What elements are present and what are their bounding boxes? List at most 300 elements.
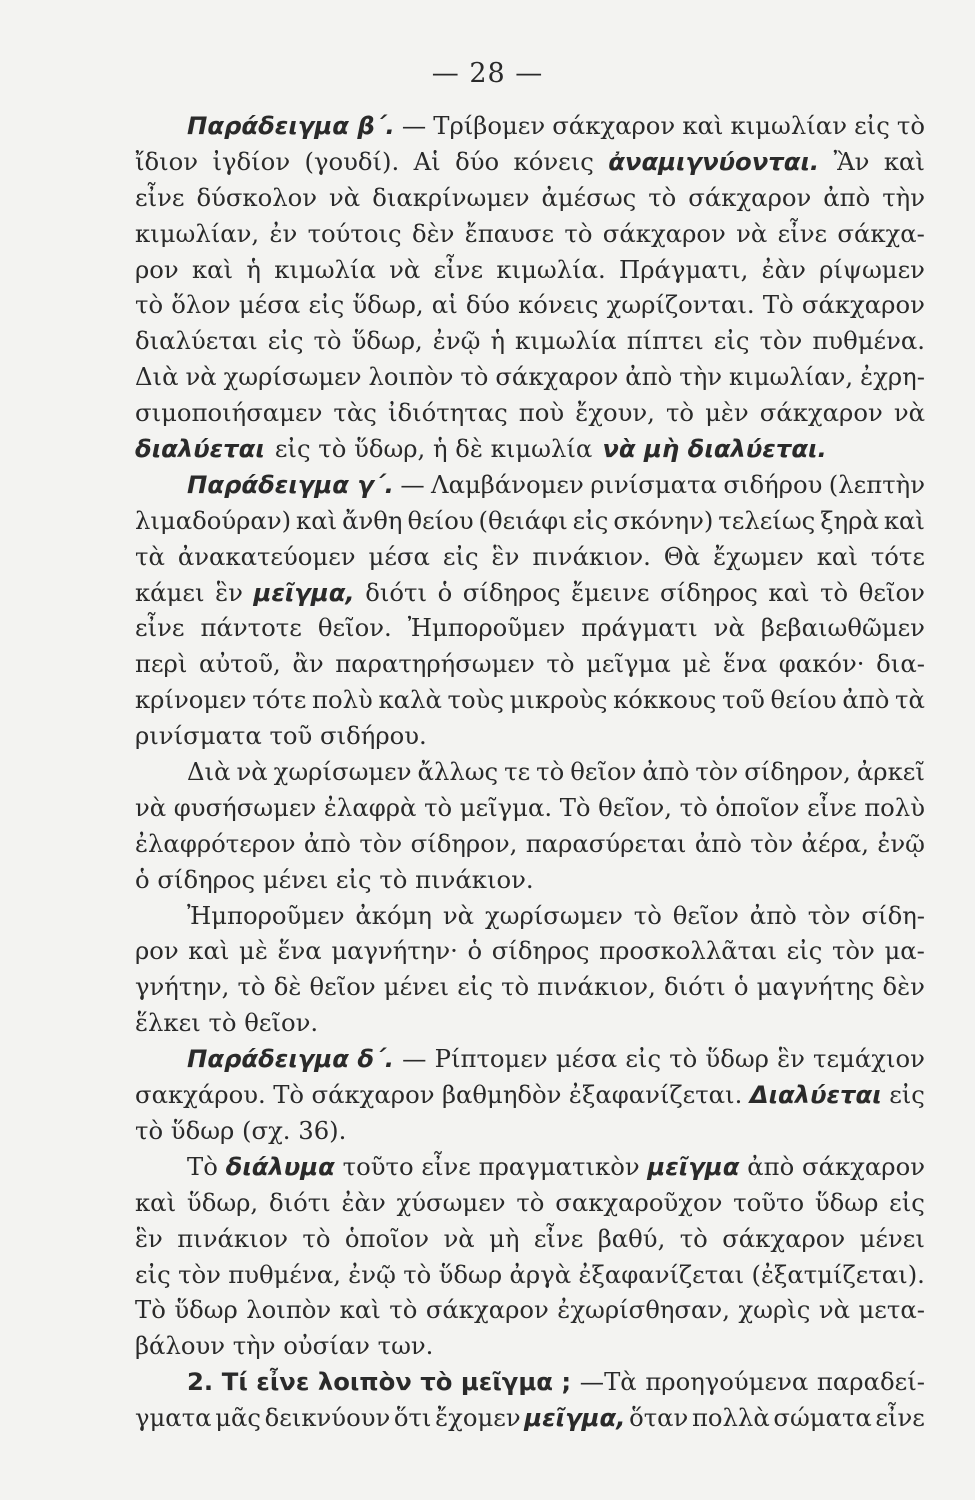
word: εἰς bbox=[135, 1259, 171, 1289]
word: τὸ bbox=[389, 1295, 418, 1325]
word: — bbox=[400, 469, 425, 499]
word: ἐνῷ bbox=[877, 828, 925, 858]
word: ὕδωρ bbox=[174, 1295, 238, 1325]
word: εἰς bbox=[625, 1044, 662, 1074]
word: εἶνε bbox=[433, 254, 484, 284]
word: ὁποῖον bbox=[715, 792, 800, 822]
word: τὸ bbox=[135, 290, 164, 320]
word: νὰ bbox=[713, 613, 745, 643]
word: μένει bbox=[383, 972, 450, 1002]
emphasis-text: Παράδειγμα γ΄. bbox=[187, 469, 394, 499]
word: ἐλαφρότερον bbox=[135, 828, 296, 858]
word: ἐὰν bbox=[761, 254, 806, 284]
word: τότε bbox=[870, 541, 925, 571]
word: τὴν bbox=[679, 362, 723, 392]
text-line bbox=[135, 1257, 925, 1293]
word: —Τὰ bbox=[579, 1367, 637, 1397]
word: Λαμβάνομεν bbox=[431, 469, 584, 499]
word: σάκχαρον bbox=[602, 218, 726, 248]
emphasis-text: 2. bbox=[187, 1367, 214, 1397]
word: κόνεις bbox=[518, 290, 599, 320]
word: τε bbox=[504, 757, 531, 787]
word: πολλὰ bbox=[691, 1403, 770, 1433]
word: αὐτοῦ, bbox=[199, 649, 281, 679]
word: ἀκόμη bbox=[355, 900, 432, 930]
word: τὸν bbox=[759, 326, 803, 356]
word: Διὰ bbox=[187, 757, 231, 787]
word: εἰς bbox=[572, 505, 609, 535]
emphasis-text: ἀναμιγνύονται. bbox=[608, 146, 820, 176]
word: ἀέρα, bbox=[801, 828, 869, 858]
text-line bbox=[135, 1185, 925, 1221]
text-line bbox=[135, 1077, 925, 1113]
word: καὶ bbox=[135, 1187, 177, 1217]
word: δὲ bbox=[273, 972, 302, 1002]
word: δια- bbox=[876, 649, 925, 679]
word: τὸν bbox=[178, 1259, 221, 1289]
word: ἰδιότητας bbox=[387, 398, 508, 428]
word: μένει bbox=[859, 1223, 925, 1253]
word: τὸ bbox=[313, 326, 342, 356]
text-line bbox=[135, 1113, 925, 1149]
word: τὰ bbox=[135, 541, 165, 571]
text-line bbox=[135, 1149, 925, 1185]
text-line bbox=[135, 898, 925, 934]
word: εἰς bbox=[889, 1080, 925, 1110]
word: ὁποῖον bbox=[344, 1223, 430, 1253]
text-line bbox=[135, 323, 925, 359]
word: θεῖον. bbox=[317, 613, 392, 643]
text-line bbox=[135, 144, 925, 180]
emphasis-text: διαλύεται bbox=[135, 434, 265, 464]
word: δεικνύουν bbox=[264, 1403, 391, 1433]
word: μετα- bbox=[858, 1295, 925, 1325]
word: ὁ bbox=[467, 936, 483, 966]
word: ὅλον bbox=[171, 290, 231, 320]
word: κιμωλία. bbox=[496, 254, 606, 284]
word: ἄλλως bbox=[417, 757, 499, 787]
word: φακόν· bbox=[778, 649, 865, 679]
word: ἕνα bbox=[722, 649, 768, 679]
word: μαγνήτης bbox=[756, 972, 875, 1002]
word: μικροὺς bbox=[509, 685, 608, 715]
text-line bbox=[135, 1400, 925, 1436]
word: σώματα bbox=[773, 1403, 872, 1433]
word: ἀμέσως bbox=[541, 182, 637, 212]
word: τὰς bbox=[333, 398, 377, 428]
word: πραγματικὸν bbox=[478, 1151, 640, 1181]
word: ἴδιον bbox=[135, 146, 199, 176]
word: πολὺ bbox=[864, 792, 925, 822]
emphasis-text: μεῖγμα, bbox=[524, 1403, 626, 1433]
word: ἓν bbox=[777, 1044, 805, 1074]
word: ἓν bbox=[491, 541, 520, 571]
word: ἐνῷ bbox=[432, 326, 481, 356]
word: τὸν bbox=[695, 757, 739, 787]
text-line bbox=[135, 1005, 925, 1041]
text-line bbox=[135, 1328, 925, 1364]
word: ὕδωρ, bbox=[186, 1187, 259, 1217]
word: ὕδωρ bbox=[705, 1044, 769, 1074]
word: Τὸ bbox=[135, 1295, 166, 1325]
word: τὸ bbox=[460, 362, 489, 392]
word: εἰς bbox=[713, 326, 750, 356]
word: Τὸ bbox=[273, 1080, 305, 1110]
word: ρινίσματα bbox=[590, 469, 717, 499]
word: σίδηρον, bbox=[744, 757, 851, 787]
word: θεῖον bbox=[570, 757, 637, 787]
word: τὸ bbox=[665, 398, 695, 428]
word: Τὸ bbox=[187, 1151, 218, 1181]
word: ἐὰν bbox=[341, 1187, 386, 1217]
text-line bbox=[135, 1041, 925, 1077]
word: ἡ bbox=[246, 254, 261, 284]
word: προσκολλᾶται bbox=[599, 936, 778, 966]
word: εἶνε bbox=[875, 1403, 925, 1433]
word: πυθμένα. bbox=[812, 326, 925, 356]
word: διακρίνωμεν bbox=[372, 182, 530, 212]
word: Διὰ bbox=[135, 362, 179, 392]
word: πίπτει bbox=[626, 326, 704, 356]
word: Πράγματι, bbox=[619, 254, 749, 284]
word: νὰ bbox=[135, 792, 167, 822]
word: θείου bbox=[770, 685, 837, 715]
word: ἓν bbox=[215, 577, 243, 607]
word: τὸ bbox=[516, 1187, 545, 1217]
emphasis-text: διάλυμα bbox=[225, 1151, 335, 1181]
word: δύσκολον bbox=[196, 182, 318, 212]
word: τὸ bbox=[679, 792, 708, 822]
word: ὕδωρ, bbox=[352, 290, 424, 320]
word: εἰς bbox=[267, 326, 304, 356]
text-line bbox=[135, 216, 925, 252]
word: διότι bbox=[365, 577, 427, 607]
word: ἀπὸ bbox=[747, 1151, 795, 1181]
word: μεῖγμα bbox=[586, 649, 671, 679]
word: πινάκιον. bbox=[532, 541, 651, 571]
word: μέσα bbox=[368, 541, 430, 571]
word: ἐχωρίσθησαν, bbox=[557, 1295, 730, 1325]
word: διότι bbox=[663, 972, 726, 1002]
word: σάκχαρον bbox=[552, 111, 676, 140]
word: γματα bbox=[135, 1403, 212, 1433]
text-line bbox=[135, 969, 925, 1005]
word: ἓν bbox=[135, 1223, 163, 1253]
word: μὲ bbox=[239, 936, 268, 966]
word: κιμωλίαν bbox=[730, 111, 847, 140]
word: τοὺς bbox=[447, 685, 504, 715]
text-line bbox=[135, 503, 925, 539]
word: χωρίσωμεν bbox=[484, 900, 623, 930]
word: ἔχομεν bbox=[435, 1403, 521, 1433]
word: (ἐξατμίζεται). bbox=[751, 1259, 925, 1289]
word: (θειάφι bbox=[478, 505, 568, 535]
word: μᾶς bbox=[215, 1403, 261, 1433]
word: εἰς bbox=[442, 541, 479, 571]
word: Τὸ bbox=[762, 290, 794, 320]
word: παρατηρήσωμεν bbox=[335, 649, 535, 679]
word: σακχάρου. bbox=[135, 1080, 266, 1110]
word: λιμαδούραν) bbox=[135, 505, 292, 535]
word: κιμωλία bbox=[274, 254, 376, 284]
word: ὅτι bbox=[393, 1403, 432, 1433]
word: θεῖον, bbox=[598, 792, 673, 822]
word: ἀπὸ bbox=[842, 685, 890, 715]
word: τεμάχιον bbox=[813, 1044, 925, 1074]
text-line bbox=[135, 395, 925, 431]
word: παρασύρεται bbox=[525, 828, 687, 858]
word: χύσωμεν bbox=[396, 1187, 506, 1217]
text-segment: βάλουν τὴν οὐσίαν των. bbox=[135, 1331, 434, 1361]
word: κόνεις bbox=[513, 146, 594, 176]
text-segment: ρινίσματα τοῦ σιδήρου. bbox=[135, 721, 427, 751]
word: δὲν bbox=[882, 972, 925, 1002]
word: Αἱ bbox=[413, 146, 441, 176]
word: εἰς bbox=[889, 1187, 925, 1217]
word: καὶ bbox=[191, 254, 234, 284]
word: ὕδωρ bbox=[438, 1259, 503, 1289]
word: χωρὶς bbox=[738, 1295, 811, 1325]
word: τὸ bbox=[237, 972, 266, 1002]
word: ἀπὸ bbox=[694, 828, 742, 858]
word: κιμωλίαν, bbox=[135, 218, 260, 248]
word: ἔχωμεν bbox=[713, 541, 804, 571]
word: τὸ bbox=[896, 111, 925, 140]
word: τότε bbox=[252, 685, 307, 715]
word: (λεπτὴν bbox=[828, 469, 925, 499]
word: σίδηρος bbox=[660, 577, 758, 607]
emphasis-text: μεῖγμα, bbox=[253, 577, 355, 607]
word: τὸ bbox=[536, 757, 565, 787]
word: καὶ bbox=[339, 1295, 381, 1325]
word: ἄνθη bbox=[342, 505, 403, 535]
word: εἶνε bbox=[135, 182, 185, 212]
text-line bbox=[135, 1364, 925, 1400]
word: τὸ bbox=[648, 182, 677, 212]
word: τὸ bbox=[820, 577, 849, 607]
word: σίδηρον, bbox=[410, 828, 518, 858]
word: σάκχαρον bbox=[801, 290, 925, 320]
emphasis-text: Διαλύεται bbox=[749, 1080, 882, 1110]
word: ρον bbox=[135, 936, 179, 966]
word: καὶ bbox=[816, 541, 858, 571]
word: φυσήσωμεν bbox=[173, 792, 317, 822]
word: ἔχουν, bbox=[575, 398, 655, 428]
text-line bbox=[135, 933, 925, 969]
word: σάκχαρον bbox=[495, 362, 619, 392]
word: κάμει bbox=[135, 577, 205, 607]
word: εἰς bbox=[786, 936, 823, 966]
word: ξηρὰ bbox=[820, 505, 879, 535]
word: μὲ bbox=[682, 649, 712, 679]
word: κιμωλία bbox=[515, 326, 617, 356]
text-line bbox=[135, 862, 925, 898]
word: χωρίσωμεν bbox=[273, 757, 412, 787]
word: τὸ bbox=[679, 1223, 708, 1253]
word: σάκχαρον bbox=[688, 182, 812, 212]
word: λοιπὸν bbox=[246, 1295, 332, 1325]
word: χωρίζονται. bbox=[606, 290, 755, 320]
text-line bbox=[135, 1221, 925, 1257]
word: διότι bbox=[268, 1187, 331, 1217]
word: Θὰ bbox=[663, 541, 701, 571]
text-segment: ὁ σίδηρος μένει εἰς τὸ πινάκιον. bbox=[135, 864, 534, 894]
word: θεῖον bbox=[858, 577, 925, 607]
word: πυθμένα, bbox=[228, 1259, 341, 1289]
word: εἶνε bbox=[421, 1151, 471, 1181]
word: νὰ bbox=[893, 398, 925, 428]
word: ἐξαφανίζεται. bbox=[568, 1080, 743, 1110]
word: τελείως bbox=[718, 505, 816, 535]
word: τὸ bbox=[501, 972, 530, 1002]
word: τὰ bbox=[895, 685, 925, 715]
word: τοῦτο bbox=[733, 1187, 805, 1217]
text-line bbox=[135, 467, 925, 503]
emphasis-text: Τί εἶνε λοιπὸν τὸ μεῖγμα ; bbox=[221, 1367, 572, 1397]
word: λοιπὸν bbox=[368, 362, 454, 392]
body-text bbox=[135, 108, 925, 1436]
word: ὅταν bbox=[629, 1403, 689, 1433]
word: σάκχαρον bbox=[759, 398, 883, 428]
text-line bbox=[135, 180, 925, 216]
word: μὴ bbox=[489, 1223, 520, 1253]
word: μα- bbox=[884, 936, 925, 966]
word: ὁ bbox=[437, 577, 453, 607]
word: νὰ bbox=[236, 757, 268, 787]
text-segment: τὸ ὕδωρ (σχ. 36). bbox=[135, 1115, 347, 1145]
word: ἀπὸ bbox=[303, 828, 351, 858]
word: μέσα bbox=[555, 1044, 618, 1074]
word: χωρίσωμεν bbox=[223, 362, 362, 392]
word: σίδη- bbox=[861, 900, 925, 930]
word: ἐν bbox=[269, 218, 298, 248]
word: ἀπὸ bbox=[625, 362, 673, 392]
word: σακχαροῦχον bbox=[555, 1187, 723, 1217]
word: Ἂν bbox=[833, 146, 870, 176]
word: πράγματι bbox=[581, 613, 698, 643]
word: πάντοτε bbox=[200, 613, 302, 643]
word: διαλύεται bbox=[135, 326, 258, 356]
word: σίδηρος bbox=[491, 936, 590, 966]
word: ρίψωμεν bbox=[819, 254, 925, 284]
word: τὸ bbox=[564, 218, 593, 248]
word: εἰς bbox=[854, 111, 890, 140]
word: ἂν bbox=[292, 649, 324, 679]
word: βαθμηδὸν bbox=[441, 1080, 562, 1110]
word: ἀπὸ bbox=[642, 757, 690, 787]
word: τὸ bbox=[403, 1259, 432, 1289]
word: θεῖον bbox=[309, 972, 376, 1002]
word: Τρίβομεν bbox=[433, 111, 546, 140]
word: σίδηρος bbox=[462, 577, 561, 607]
word: ἀργὰ bbox=[509, 1259, 572, 1289]
word: εἶνε bbox=[135, 613, 185, 643]
word: ἡ bbox=[490, 326, 505, 356]
word: μὲν bbox=[705, 398, 749, 428]
word: καὶ bbox=[768, 577, 810, 607]
word: μέσα bbox=[238, 290, 301, 320]
text-line bbox=[135, 359, 925, 395]
text-segment: ἕλκει τὸ θεῖον. bbox=[135, 1008, 319, 1038]
word: σιμοποιήσαμεν bbox=[135, 398, 323, 428]
word: δύο bbox=[455, 146, 500, 176]
text-line bbox=[135, 252, 925, 288]
word: ἐξαφανίζεται bbox=[578, 1259, 745, 1289]
word: νὰ bbox=[736, 218, 768, 248]
word: νὰ bbox=[329, 182, 361, 212]
word: νὰ bbox=[443, 1223, 475, 1253]
word: κόκκους bbox=[613, 685, 717, 715]
word: μεῖγμα. bbox=[459, 792, 553, 822]
word: τὸ bbox=[633, 900, 662, 930]
word: δὲν bbox=[411, 218, 455, 248]
word: σκόνην) bbox=[613, 505, 714, 535]
word: καλὰ bbox=[378, 685, 442, 715]
word: σάκχα- bbox=[837, 218, 925, 248]
word: τοῦ bbox=[722, 685, 765, 715]
word: ἀπὸ bbox=[749, 900, 797, 930]
word: ἔπαυσε bbox=[464, 218, 555, 248]
word: πολὺ bbox=[312, 685, 373, 715]
word: αἱ bbox=[431, 290, 458, 320]
word: τούτοις bbox=[307, 218, 402, 248]
word: Τὸ bbox=[559, 792, 591, 822]
word: γνήτην, bbox=[135, 972, 230, 1002]
word: ἀρκεῖ bbox=[856, 757, 925, 787]
word: καὶ bbox=[883, 146, 925, 176]
word: ἰγδίον bbox=[212, 146, 291, 176]
word: κιμωλίαν, bbox=[729, 362, 854, 392]
word: περὶ bbox=[135, 649, 188, 679]
word: ἔμεινε bbox=[571, 577, 650, 607]
word: τὸ bbox=[424, 792, 453, 822]
word: — bbox=[401, 111, 427, 140]
word: σάκχαρον bbox=[425, 1295, 549, 1325]
word: Ἠμποροῦμεν bbox=[407, 613, 566, 643]
word: καὶ bbox=[682, 111, 724, 140]
word: ὕδωρ, bbox=[351, 326, 423, 356]
word: καὶ bbox=[883, 505, 925, 535]
word: θείου bbox=[407, 505, 474, 535]
word: τὴν bbox=[882, 182, 925, 212]
word: σάκχαρον bbox=[802, 1151, 925, 1181]
text-line bbox=[135, 826, 925, 862]
word: — bbox=[402, 1044, 427, 1074]
word: ὕδωρ bbox=[814, 1187, 879, 1217]
word: ὁ bbox=[733, 972, 749, 1002]
emphasis-text: μεῖγμα bbox=[647, 1151, 740, 1181]
word: προηγούμενα bbox=[645, 1367, 809, 1397]
word: τὸν bbox=[359, 828, 403, 858]
word: κρίνομεν bbox=[135, 685, 247, 715]
word: παραδεί- bbox=[816, 1367, 925, 1397]
word: εἰς bbox=[457, 972, 493, 1002]
text-line bbox=[135, 754, 925, 790]
text-line bbox=[135, 610, 925, 646]
text-line bbox=[135, 431, 925, 467]
word: τὸν bbox=[807, 900, 851, 930]
emphasis-text: Παράδειγμα β΄. bbox=[187, 111, 395, 140]
word: βεβαιωθῶμεν bbox=[760, 613, 925, 643]
word: καὶ bbox=[296, 505, 338, 535]
text-line bbox=[135, 718, 925, 754]
word: Ρίπτομεν bbox=[434, 1044, 548, 1074]
word: θεῖον bbox=[672, 900, 739, 930]
word: εἶνε bbox=[807, 792, 857, 822]
word: νὰ bbox=[818, 1295, 851, 1325]
word: (γουδί). bbox=[304, 146, 400, 176]
emphasis-text: νὰ μὴ διαλύεται. bbox=[602, 434, 827, 464]
